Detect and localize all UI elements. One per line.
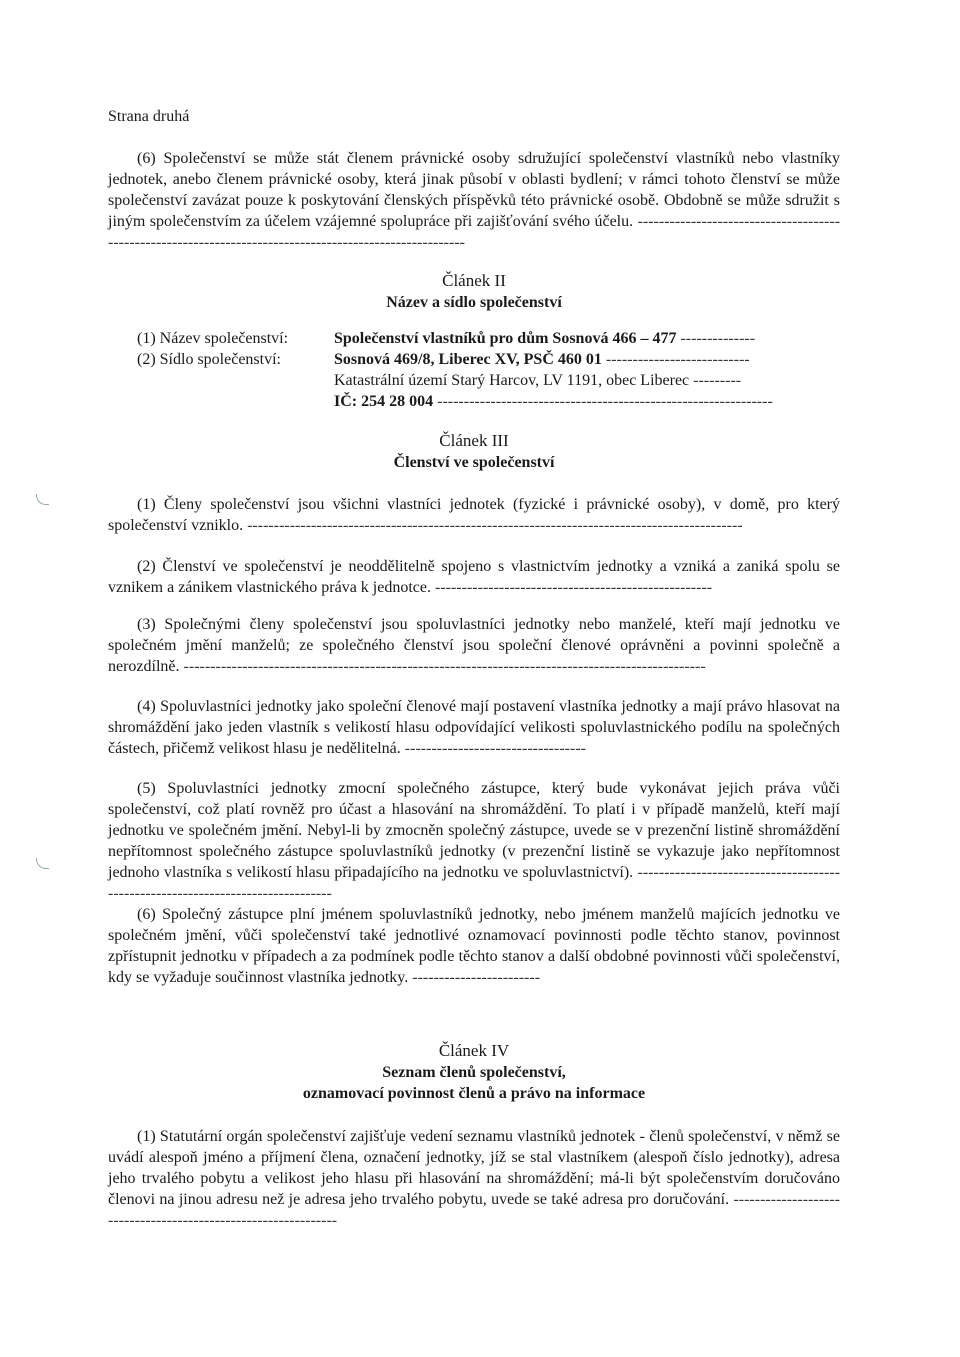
intro-paragraph: [108, 148, 840, 253]
article-3-para-1: (1) Členy společenství jsou všichni vlastníci jednotek (fyzické i právnické osoby), v domě, pro který společenství vzniklo. ---------------------------------------------------------------------------------------------: [108, 496, 840, 534]
info-value: Katastrální území Starý Harcov, LV 1191, obec Liberec: [334, 372, 690, 389]
article-4-title-line-2: oznamovací povinnost členů a právo na informace: [302, 1085, 646, 1102]
info-row-seat: (2) Sídlo společenství: Sosnová 469/8, Liberec XV, PSČ 460 01 ---------------------------: [137, 351, 750, 368]
article-3-para-2: (2) Členství ve společenství je neoddělitelně spojeno s vlastnictvím jednotky a vzniká a zaniká spolu se vznikem a zánikem vlastnického práva k jednotce. ----------------------------------------------------: [108, 558, 840, 596]
info-value: Sosnová 469/8, Liberec XV, PSČ 460 01: [334, 351, 602, 368]
article-3-para-6: (6) Společný zástupce plní jménem spoluvlastníků jednotky, nebo jménem manželů majících jednotku ve společném jmění, vůči společenství také jednotlivé oznamovací povinnosti podle těchto stanov, povinnost zpřístupnit jednotku v případech a za podmínek podle těchto stanov a další obdobné povinnosti vůči společenství, kdy se vyžaduje součinnost vlastníka jednotky. ------------------------: [108, 906, 840, 986]
info-label: (1) Název společenství:: [137, 330, 289, 347]
article-4-para-1: (1) Statutární orgán společenství zajišťuje vedení seznamu vlastníků jednotek - členů společenství, v němž se uvádí alespoň jméno a příjmení člena, označení jednotky, jíž se stal vlastníkem (alespoň číslo jednotky), adresa jeho trvalého pobytu a velikost jeho hlasu při hlasování na shromáždění; má-li být společenstvím doručováno členovi na jinou adresu než je adresa jeho trvalého pobytu, uvede se také adresa pro doručování. ---------------------------------------------------------------: [108, 1128, 840, 1229]
article-3-para-5: (5) Spoluvlastníci jednotky zmocní společného zástupce, který bude vykonávat jejich práva vůči společenství, což platí rovněž pro účast a hlasování na shromáždění. To platí i v případě manželů, kteří mají jednotku ve společném jmění. Nebyl-li by zmocněn společný zástupce, uvede se v prezenční listině shromáždění nepřítomnost společného zástupce spoluvlastníků jednotky (v prezenční listině se vykazuje jako nepřítomnost jednoho vlastníka s velikostí hlasu připadajícího na jednotku ve spoluvlastnictví). --------------------------------------------------------------------------------: [108, 780, 841, 902]
article-2-heading: [108, 270, 840, 313]
article-2-number: Článek II: [442, 271, 506, 290]
info-value: Společenství vlastníků pro dům Sosnová 466 – 477: [334, 330, 677, 347]
article-2-title: Název a sídlo společenství: [386, 294, 562, 311]
article-2-info-table: [137, 328, 840, 412]
article-4-title-line-1: Seznam členů společenství,: [382, 1064, 566, 1081]
intro-text: (6) Společenství se může stát členem právnické osoby sdružující společenství vlastníků nebo vlastníky jednotek, anebo členem právnické osoby, která jinak působí v oblasti bydlení; v rámci tohoto členství se může společenství zavázat pouze k poskytování členských příspěvků této právnické osobě. Obdobně se může sdružit s jiným společenstvím za účelem vzájemné spolupráce při zajišťování svého účelu.: [108, 150, 840, 230]
article-4-number: Článek IV: [438, 1041, 510, 1060]
dash-filler: ---------------------------------------------------------------------------------------------------------: [108, 213, 841, 251]
page-label: Strana druhá: [108, 108, 190, 125]
article-3-title: Členství ve společenství: [393, 454, 555, 471]
binding-mark: [36, 858, 49, 869]
info-label: (2) Sídlo společenství:: [137, 351, 281, 368]
article-4-heading: [108, 1040, 840, 1104]
info-row-cadastre: Katastrální území Starý Harcov, LV 1191, obec Liberec ---------: [137, 370, 840, 391]
article-3-heading: [108, 430, 840, 473]
info-row-name: (1) Název společenství: Společenství vlastníků pro dům Sosnová 466 – 477 --------------: [137, 330, 756, 347]
info-value: IČ: 254 28 004: [334, 393, 434, 410]
article-3-para-4: (4) Spoluvlastníci jednotky jako společní členové mají postavení vlastníka jednotky a mají právo hlasovat na shromáždění jako jeden vlastník s velikostí hlasu odpovídající velikosti spoluvlastnického podílu na společných částech, přičemž velikost hlasu je nedělitelná. ----------------------------------: [108, 698, 840, 757]
article-3-number: Článek III: [439, 431, 509, 450]
binding-mark: [36, 494, 49, 505]
info-row-ic: IČ: 254 28 004 ---------------------------------------------------------------: [137, 391, 840, 412]
article-3-para-3: (3) Společnými členy společenství jsou spoluvlastníci jednotky nebo manželé, kteří mají jednotku ve společném jmění manželů; ze společného členství jsou společní členové oprávněni a povinni společně a nerozdílně. --------------------------------------------------------------------------------------------------: [108, 616, 840, 675]
info-label: [137, 391, 334, 412]
info-label: [137, 370, 334, 391]
